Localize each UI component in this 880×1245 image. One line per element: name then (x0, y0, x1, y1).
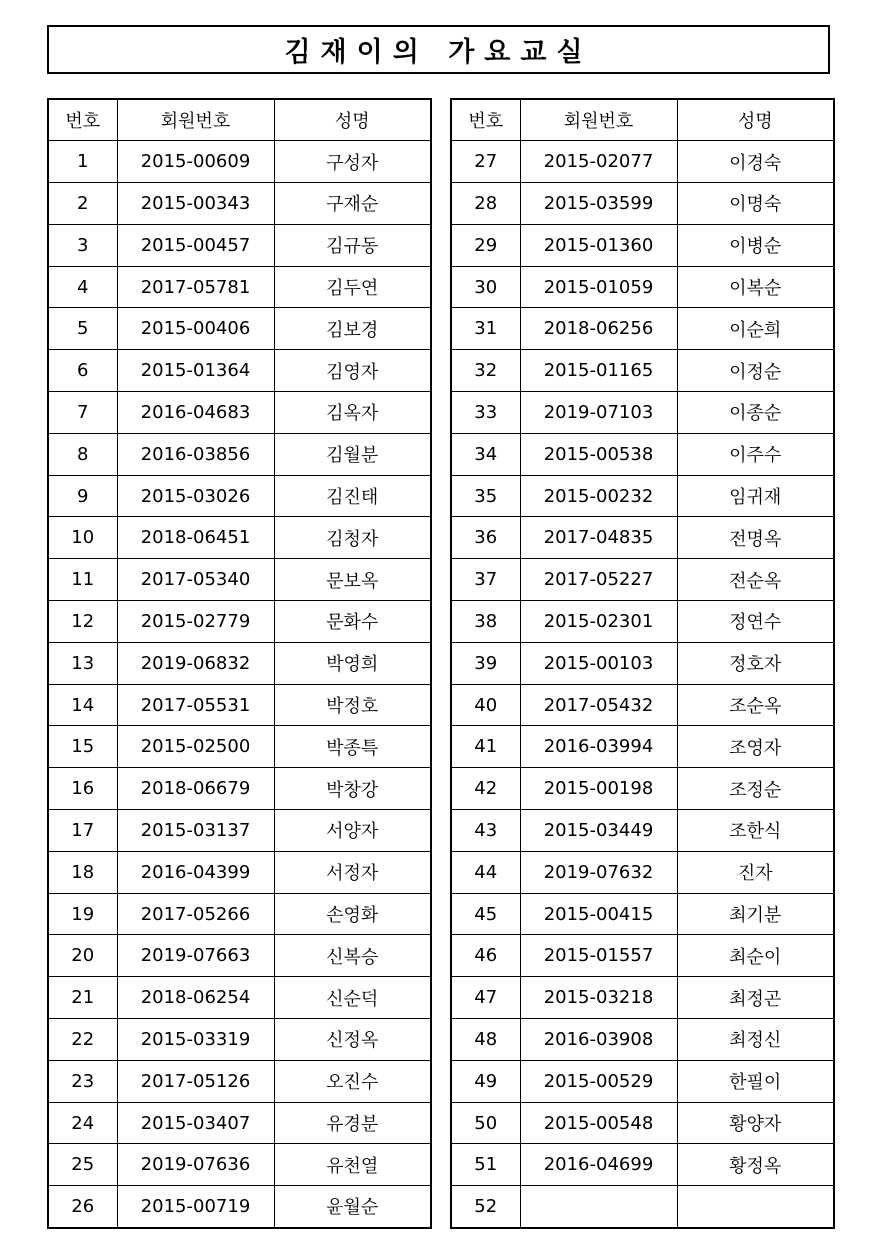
table-row (48, 1102, 431, 1144)
cell-name: 정연수 (677, 601, 834, 643)
cell-member-id: 2015-01364 (117, 350, 274, 392)
cell-name (677, 1186, 834, 1228)
cell-member-id: 2016-03856 (117, 433, 274, 475)
cell-member-id: 2015-03599 (520, 183, 677, 225)
table-row (48, 935, 431, 977)
cell-number: 40 (451, 684, 520, 726)
cell-name: 김두연 (274, 266, 431, 308)
table-row (48, 893, 431, 935)
cell-number: 17 (48, 810, 117, 852)
cell-member-id: 2015-03319 (117, 1019, 274, 1061)
cell-number: 52 (451, 1186, 520, 1228)
cell-number: 43 (451, 810, 520, 852)
cell-number: 29 (451, 224, 520, 266)
cell-member-id: 2016-04699 (520, 1144, 677, 1186)
header-number: 번호 (48, 99, 117, 141)
cell-member-id: 2015-00103 (520, 642, 677, 684)
cell-name: 조정순 (677, 768, 834, 810)
cell-member-id: 2017-05340 (117, 559, 274, 601)
table-row (48, 183, 431, 225)
table-row (48, 266, 431, 308)
table-row (48, 1144, 431, 1186)
cell-name: 전순옥 (677, 559, 834, 601)
table-row (48, 684, 431, 726)
cell-name: 신순덕 (274, 977, 431, 1019)
table-header-row (451, 99, 834, 141)
table-row (48, 1060, 431, 1102)
table-row (451, 350, 834, 392)
cell-number: 9 (48, 475, 117, 517)
cell-member-id: 2015-02301 (520, 601, 677, 643)
cell-member-id: 2019-07103 (520, 392, 677, 434)
cell-name: 조영자 (677, 726, 834, 768)
table-row (451, 559, 834, 601)
cell-number: 6 (48, 350, 117, 392)
cell-number: 15 (48, 726, 117, 768)
cell-name: 이복순 (677, 266, 834, 308)
cell-member-id: 2015-00538 (520, 433, 677, 475)
table-row (451, 1019, 834, 1061)
cell-number: 8 (48, 433, 117, 475)
cell-number: 38 (451, 601, 520, 643)
table-row (48, 559, 431, 601)
table-row (48, 1019, 431, 1061)
cell-number: 49 (451, 1060, 520, 1102)
cell-member-id: 2015-00457 (117, 224, 274, 266)
cell-member-id: 2018-06451 (117, 517, 274, 559)
cell-number: 2 (48, 183, 117, 225)
table-row (451, 1144, 834, 1186)
cell-member-id: 2015-00343 (117, 183, 274, 225)
cell-member-id: 2015-01165 (520, 350, 677, 392)
cell-member-id: 2019-06832 (117, 642, 274, 684)
cell-name: 오진수 (274, 1060, 431, 1102)
table-row (48, 141, 431, 183)
member-table-right (450, 98, 835, 1229)
table-row (451, 601, 834, 643)
table-row (451, 517, 834, 559)
cell-name: 이경숙 (677, 141, 834, 183)
cell-number: 35 (451, 475, 520, 517)
cell-number: 1 (48, 141, 117, 183)
cell-name: 한필이 (677, 1060, 834, 1102)
table-row (451, 266, 834, 308)
cell-number: 32 (451, 350, 520, 392)
cell-number: 20 (48, 935, 117, 977)
cell-number: 12 (48, 601, 117, 643)
cell-member-id: 2015-00415 (520, 893, 677, 935)
cell-member-id: 2015-02779 (117, 601, 274, 643)
cell-number: 28 (451, 183, 520, 225)
cell-number: 46 (451, 935, 520, 977)
cell-member-id: 2015-02500 (117, 726, 274, 768)
cell-name: 박정호 (274, 684, 431, 726)
cell-name: 서양자 (274, 810, 431, 852)
cell-member-id: 2015-00232 (520, 475, 677, 517)
cell-number: 14 (48, 684, 117, 726)
cell-number: 36 (451, 517, 520, 559)
cell-name: 황정옥 (677, 1144, 834, 1186)
cell-member-id: 2015-00719 (117, 1186, 274, 1228)
cell-number: 37 (451, 559, 520, 601)
cell-member-id: 2015-03137 (117, 810, 274, 852)
cell-member-id: 2018-06256 (520, 308, 677, 350)
header-member-id: 회원번호 (117, 99, 274, 141)
cell-number: 44 (451, 851, 520, 893)
cell-name: 이순희 (677, 308, 834, 350)
table-row (48, 308, 431, 350)
cell-name: 임귀재 (677, 475, 834, 517)
table-row (451, 810, 834, 852)
cell-number: 5 (48, 308, 117, 350)
cell-name: 이병순 (677, 224, 834, 266)
table-row (451, 684, 834, 726)
cell-member-id: 2016-04683 (117, 392, 274, 434)
cell-member-id: 2015-00198 (520, 768, 677, 810)
cell-member-id: 2015-01557 (520, 935, 677, 977)
table-row (451, 224, 834, 266)
cell-name: 전명옥 (677, 517, 834, 559)
cell-name: 김영자 (274, 350, 431, 392)
cell-member-id: 2015-00609 (117, 141, 274, 183)
cell-member-id: 2015-01059 (520, 266, 677, 308)
cell-member-id: 2017-04835 (520, 517, 677, 559)
table-row (451, 1102, 834, 1144)
cell-member-id: 2016-04399 (117, 851, 274, 893)
cell-name: 신복승 (274, 935, 431, 977)
cell-member-id: 2017-05781 (117, 266, 274, 308)
cell-number: 26 (48, 1186, 117, 1228)
header-name: 성명 (274, 99, 431, 141)
cell-name: 유천열 (274, 1144, 431, 1186)
header-name: 성명 (677, 99, 834, 141)
cell-number: 42 (451, 768, 520, 810)
cell-number: 47 (451, 977, 520, 1019)
header-member-id: 회원번호 (520, 99, 677, 141)
cell-member-id: 2015-01360 (520, 224, 677, 266)
cell-name: 최정신 (677, 1019, 834, 1061)
table-row (48, 642, 431, 684)
cell-name: 문보옥 (274, 559, 431, 601)
cell-number: 50 (451, 1102, 520, 1144)
cell-name: 정호자 (677, 642, 834, 684)
table-row (48, 1186, 431, 1228)
cell-name: 박종특 (274, 726, 431, 768)
cell-name: 최정곤 (677, 977, 834, 1019)
table-row (48, 768, 431, 810)
table-row (451, 768, 834, 810)
cell-member-id: 2017-05227 (520, 559, 677, 601)
table-row (48, 601, 431, 643)
table-row (48, 224, 431, 266)
cell-number: 19 (48, 893, 117, 935)
cell-name: 조순옥 (677, 684, 834, 726)
cell-name: 이주수 (677, 433, 834, 475)
cell-name: 황양자 (677, 1102, 834, 1144)
cell-number: 7 (48, 392, 117, 434)
table-row (48, 475, 431, 517)
cell-name: 최기분 (677, 893, 834, 935)
table-row (451, 183, 834, 225)
table-row (451, 1186, 834, 1228)
cell-member-id: 2015-03407 (117, 1102, 274, 1144)
cell-name: 최순이 (677, 935, 834, 977)
cell-number: 3 (48, 224, 117, 266)
cell-number: 41 (451, 726, 520, 768)
cell-name: 신정옥 (274, 1019, 431, 1061)
table-row (451, 642, 834, 684)
cell-member-id: 2015-00529 (520, 1060, 677, 1102)
cell-member-id: 2018-06679 (117, 768, 274, 810)
cell-name: 이정순 (677, 350, 834, 392)
cell-number: 23 (48, 1060, 117, 1102)
cell-name: 구재순 (274, 183, 431, 225)
table-row (48, 392, 431, 434)
table-row (451, 392, 834, 434)
cell-number: 21 (48, 977, 117, 1019)
table-row (451, 475, 834, 517)
cell-number: 4 (48, 266, 117, 308)
cell-number: 11 (48, 559, 117, 601)
cell-number: 16 (48, 768, 117, 810)
cell-member-id: 2017-05531 (117, 684, 274, 726)
cell-member-id: 2015-00406 (117, 308, 274, 350)
cell-number: 48 (451, 1019, 520, 1061)
cell-member-id: 2019-07636 (117, 1144, 274, 1186)
cell-number: 51 (451, 1144, 520, 1186)
cell-number: 33 (451, 392, 520, 434)
cell-name: 서정자 (274, 851, 431, 893)
cell-name: 김규동 (274, 224, 431, 266)
table-header-row (48, 99, 431, 141)
cell-name: 윤월순 (274, 1186, 431, 1228)
cell-name: 김청자 (274, 517, 431, 559)
cell-number: 39 (451, 642, 520, 684)
table-row (48, 726, 431, 768)
cell-number: 27 (451, 141, 520, 183)
table-row (48, 851, 431, 893)
table-row (451, 893, 834, 935)
cell-name: 문화수 (274, 601, 431, 643)
cell-name: 구성자 (274, 141, 431, 183)
table-row (48, 350, 431, 392)
header-number: 번호 (451, 99, 520, 141)
table-row (451, 977, 834, 1019)
cell-member-id: 2015-03449 (520, 810, 677, 852)
cell-name: 손영화 (274, 893, 431, 935)
cell-member-id: 2017-05266 (117, 893, 274, 935)
cell-number: 45 (451, 893, 520, 935)
cell-number: 30 (451, 266, 520, 308)
cell-number: 22 (48, 1019, 117, 1061)
cell-name: 이종순 (677, 392, 834, 434)
cell-member-id: 2019-07632 (520, 851, 677, 893)
table-row (451, 433, 834, 475)
table-row (451, 1060, 834, 1102)
cell-number: 34 (451, 433, 520, 475)
cell-member-id: 2017-05126 (117, 1060, 274, 1102)
cell-member-id: 2017-05432 (520, 684, 677, 726)
cell-member-id (520, 1186, 677, 1228)
cell-member-id: 2015-00548 (520, 1102, 677, 1144)
cell-name: 김진태 (274, 475, 431, 517)
cell-name: 조한식 (677, 810, 834, 852)
table-row (451, 308, 834, 350)
cell-member-id: 2015-03218 (520, 977, 677, 1019)
table-row (48, 517, 431, 559)
cell-member-id: 2018-06254 (117, 977, 274, 1019)
cell-member-id: 2015-02077 (520, 141, 677, 183)
cell-number: 18 (48, 851, 117, 893)
page-title: 김재이의 가요교실 (47, 25, 830, 74)
cell-name: 김보경 (274, 308, 431, 350)
cell-name: 박영희 (274, 642, 431, 684)
cell-number: 24 (48, 1102, 117, 1144)
cell-member-id: 2015-03026 (117, 475, 274, 517)
cell-member-id: 2016-03908 (520, 1019, 677, 1061)
table-row (451, 141, 834, 183)
cell-number: 31 (451, 308, 520, 350)
table-row (48, 433, 431, 475)
member-table-left (47, 98, 432, 1229)
cell-name: 박창강 (274, 768, 431, 810)
cell-name: 김월분 (274, 433, 431, 475)
table-row (48, 977, 431, 1019)
table-row (451, 935, 834, 977)
cell-number: 10 (48, 517, 117, 559)
cell-number: 25 (48, 1144, 117, 1186)
table-row (451, 851, 834, 893)
cell-name: 김옥자 (274, 392, 431, 434)
table-row (48, 810, 431, 852)
cell-member-id: 2019-07663 (117, 935, 274, 977)
cell-member-id: 2016-03994 (520, 726, 677, 768)
cell-name: 유경분 (274, 1102, 431, 1144)
cell-name: 이명숙 (677, 183, 834, 225)
cell-number: 13 (48, 642, 117, 684)
table-row (451, 726, 834, 768)
cell-name: 진자 (677, 851, 834, 893)
